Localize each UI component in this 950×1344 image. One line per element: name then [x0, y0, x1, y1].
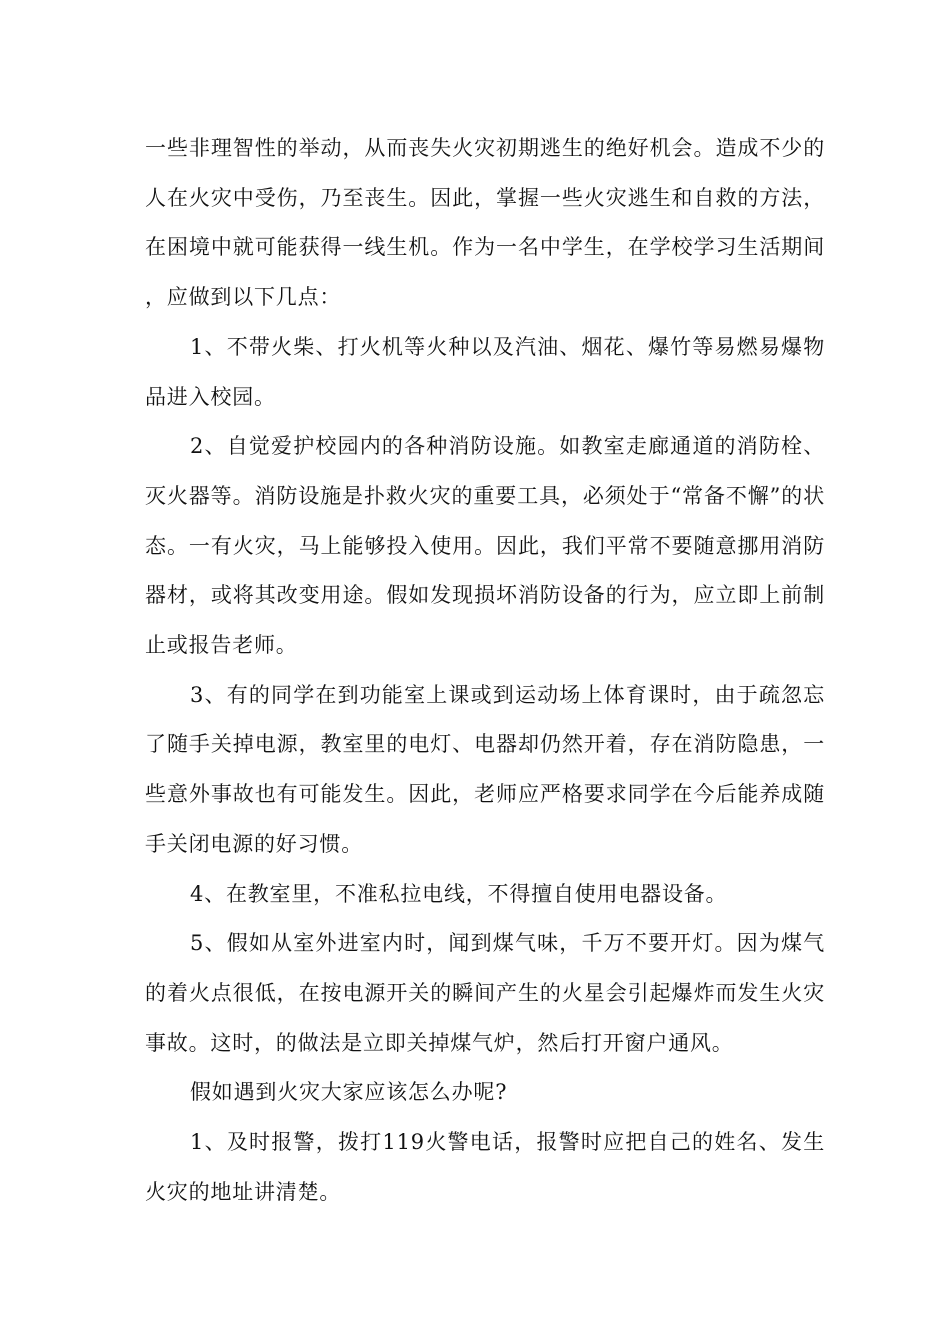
paragraph-item-5: 5、假如从室外进室内时，闻到煤气味，千万不要开灯。因为煤气的着火点很低，在按电源开关的瞬间产生的火星会引起爆炸而发生火灾事故。这时，的做法是立即关掉煤气炉，然后打开窗户通风。 — [145, 931, 825, 1055]
document-body — [145, 124, 825, 1217]
paragraph-question: 假如遇到火灾大家应该怎么办呢? — [190, 1080, 508, 1105]
paragraph-item-3: 3、有的同学在到功能室上课或到运动场上体育课时，由于疏忽忘了随手关掉电源，教室里的电灯、电器却仍然开着，存在消防隐患，一些意外事故也有可能发生。因此，老师应严格要求同学在今后能养成随手关闭电源的好习惯。 — [145, 682, 825, 856]
paragraph-item-2: 2、自觉爱护校园内的各种消防设施。如教室走廊通道的消防栓、灭火器等。消防设施是扑救火灾的重要工具，必须处于“常备不懈”的状态。一有火灾，马上能够投入使用。因此，我们平常不要随意挪用消防器材，或将其改变用途。假如发现损坏消防设备的行为，应立即上前制止或报告老师。 — [145, 434, 825, 658]
paragraph-item-1: 1、不带火柴、打火机等火种以及汽油、烟花、爆竹等易燃易爆物品进入校园。 — [145, 334, 825, 409]
paragraph-item-4: 4、在教室里，不准私拉电线，不得擅自使用电器设备。 — [190, 881, 728, 906]
paragraph-intro: 一些非理智性的举动，从而丧失火灾初期逃生的绝好机会。造成不少的人在火灾中受伤，乃至丧生。因此，掌握一些火灾逃生和自救的方法，在困境中就可能获得一线生机。作为一名中学生，在学校学习生活期间，应做到以下几点： — [145, 136, 825, 310]
paragraph-answer-1: 1、及时报警，拨打119火警电话，报警时应把自己的姓名、发生火灾的地址讲清楚。 — [145, 1130, 825, 1204]
